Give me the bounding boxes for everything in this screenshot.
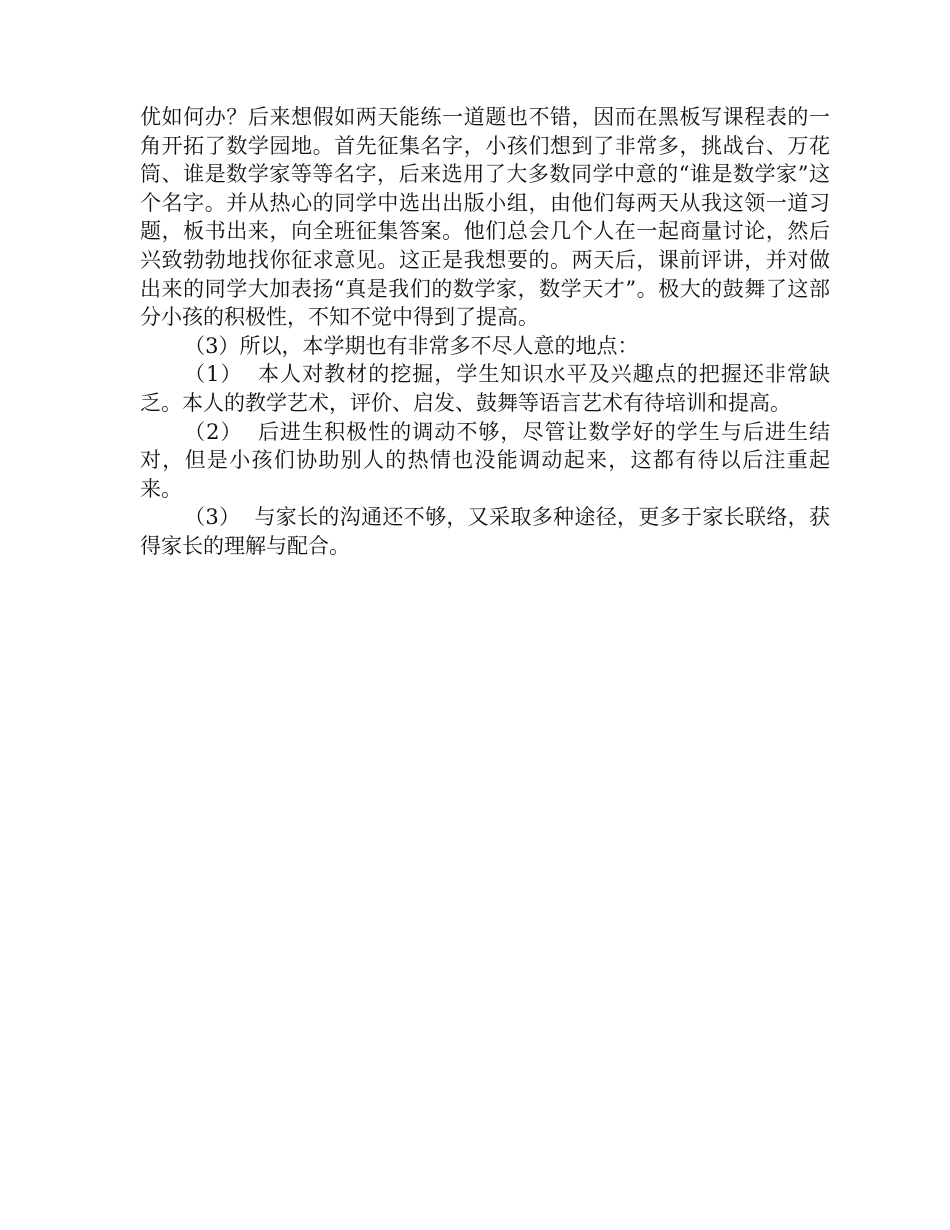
paragraph-shortcomings-heading: （3）所以，本学期也有非常多不尽人意的地点： xyxy=(184,333,639,358)
paragraph-shortcoming-3: （3） 与家长的沟通还不够，又采取多种途径，更多于家长联络，获得家长的理解与配合。 xyxy=(140,505,830,558)
paragraph-continuation: 优如何办？后来想假如两天能练一道题也不错，因而在黑板写课程表的一角开拓了数学园地。首先征集名字，小孩们想到了非常多，挑战台、万花筒、谁是数学家等等名字，后来选用了大多数同学中意的“谁是数学家”这个名字。并从热心的同学中选出出版小组，由他们每两天从我这领一道习题，板书出来，向全班征集答案。他们总会几个人在一起商量讨论，然后兴致勃勃地找你征求意见。这正是我想要的。两天后，课前评讲，并对做出来的同学大加表扬“真是我们的数学家，数学天才”。极大的鼓舞了这部分小孩的积极性，不知不觉中得到了提高。 xyxy=(140,105,830,330)
paragraph-shortcoming-2: （2） 后进生积极性的调动不够，尽管让数学好的学生与后进生结对，但是小孩们协助别人的热情也没能调动起来，这都有待以后注重起来。 xyxy=(140,419,830,501)
paragraph-shortcoming-1: （1） 本人对教材的挖掘，学生知识水平及兴趣点的把握还非常缺乏。本人的教学艺术，评价、启发、鼓舞等语言艺术有待培训和提高。 xyxy=(140,362,830,415)
document-body xyxy=(140,103,830,561)
